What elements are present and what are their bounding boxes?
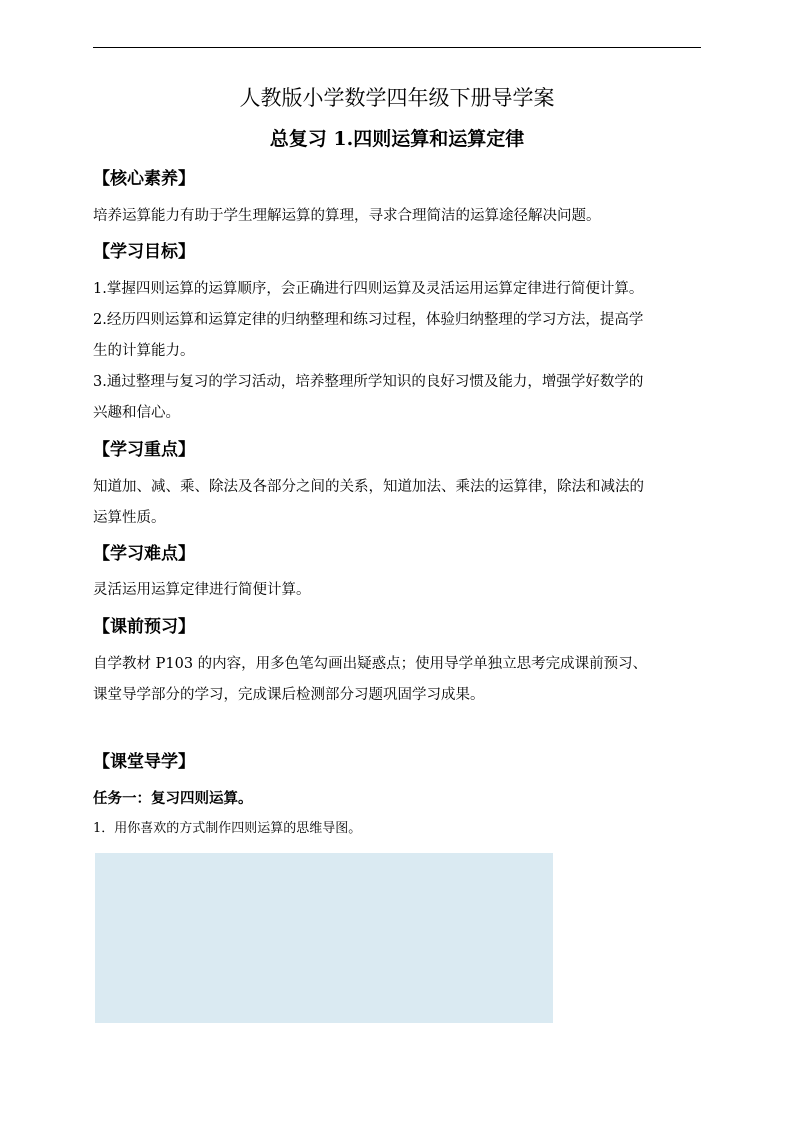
key-points-line-1: 知道加、减、乘、除法及各部分之间的关系，知道加法、乘法的运算律，除法和减法的 — [93, 479, 644, 495]
mindmap-answer-area — [95, 853, 553, 1023]
document-title: 人教版小学数学四年级下册导学案 — [239, 86, 555, 110]
core-literacy-text: 培养运算能力有助于学生理解运算的算理，寻求合理简洁的运算途径解决问题。 — [93, 208, 601, 224]
difficulties-text: 灵活运用运算定律进行简便计算。 — [93, 582, 311, 598]
section-heading-preview: 【课前预习】 — [93, 617, 195, 637]
section-heading-classroom: 【课堂导学】 — [93, 752, 195, 772]
learning-goal-line-1: 1.掌握四则运算的运算顺序，会正确进行四则运算及灵活运用运算定律进行简便计算。 — [93, 281, 644, 297]
task-one-title: 任务一：复习四则运算。 — [93, 790, 253, 807]
preview-line-1: 自学教材 P103 的内容，用多色笔勾画出疑惑点；使用导学单独立思考完成课前预习、 — [93, 656, 648, 672]
learning-goal-line-5: 兴趣和信心。 — [93, 405, 180, 421]
section-heading-key-points: 【学习重点】 — [93, 440, 195, 460]
section-heading-learning-goals: 【学习目标】 — [93, 242, 195, 262]
header-rule — [93, 47, 701, 48]
learning-goal-line-4: 3.通过整理与复习的学习活动，培养整理所学知识的良好习惯及能力，增强学好数学的 — [93, 374, 644, 390]
key-points-line-2: 运算性质。 — [93, 510, 166, 526]
section-heading-core-literacy: 【核心素养】 — [93, 169, 195, 189]
task-one-item-1: 1．用你喜欢的方式制作四则运算的思维导图。 — [93, 821, 362, 836]
learning-goal-line-2: 2.经历四则运算和运算定律的归纳整理和练习过程，体验归纳整理的学习方法，提高学 — [93, 312, 644, 328]
preview-line-2: 课堂导学部分的学习，完成课后检测部分习题巩固学习成果。 — [93, 687, 485, 703]
lesson-title: 总复习 1.四则运算和运算定律 — [269, 128, 525, 150]
section-heading-difficulties: 【学习难点】 — [93, 544, 195, 564]
learning-goal-line-3: 生的计算能力。 — [93, 343, 195, 359]
